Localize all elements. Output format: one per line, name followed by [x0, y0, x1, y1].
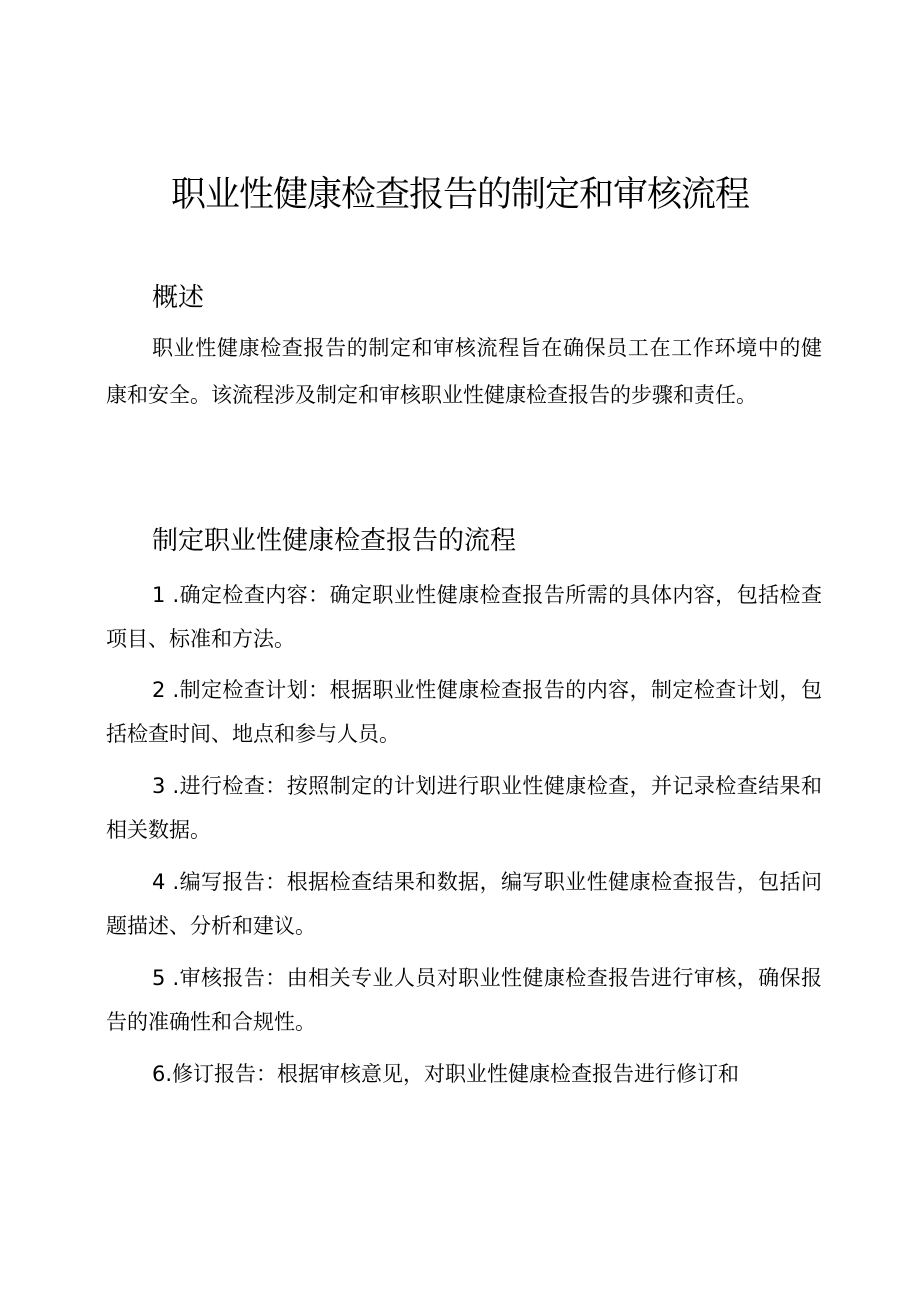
process-heading: 制定职业性健康检查报告的流程 — [152, 526, 517, 556]
document-title: 职业性健康检查报告的制定和审核流程 — [170, 175, 749, 215]
step-6-paragraph: 6.修订报告：根据审核意见，对职业性健康检查报告进行修订和 — [152, 1062, 740, 1086]
step-2-paragraph: 2 .制定检查计划：根据职业性健康检查报告的内容，制定检查计划，包括检查时间、地点和参与人员。 — [106, 678, 822, 746]
step-3-paragraph: 3 .进行检查：按照制定的计划进行职业性健康检查，并记录检查结果和相关数据。 — [106, 774, 822, 842]
overview-heading: 概述 — [152, 283, 205, 313]
overview-paragraph: 职业性健康检查报告的制定和审核流程旨在确保员工在工作环境中的健康和安全。该流程涉及制定和审核职业性健康检查报告的步骤和责任。 — [106, 336, 822, 407]
step-5-paragraph: 5 .审核报告：由相关专业人员对职业性健康检查报告进行审核，确保报告的准确性和合规性。 — [106, 966, 822, 1034]
step-4-paragraph: 4 .编写报告：根据检查结果和数据，编写职业性健康检查报告，包括问题描述、分析和建议。 — [106, 870, 822, 938]
step-1-paragraph: 1 .确定检查内容：确定职业性健康检查报告所需的具体内容，包括检查项目、标准和方法。 — [106, 583, 822, 651]
